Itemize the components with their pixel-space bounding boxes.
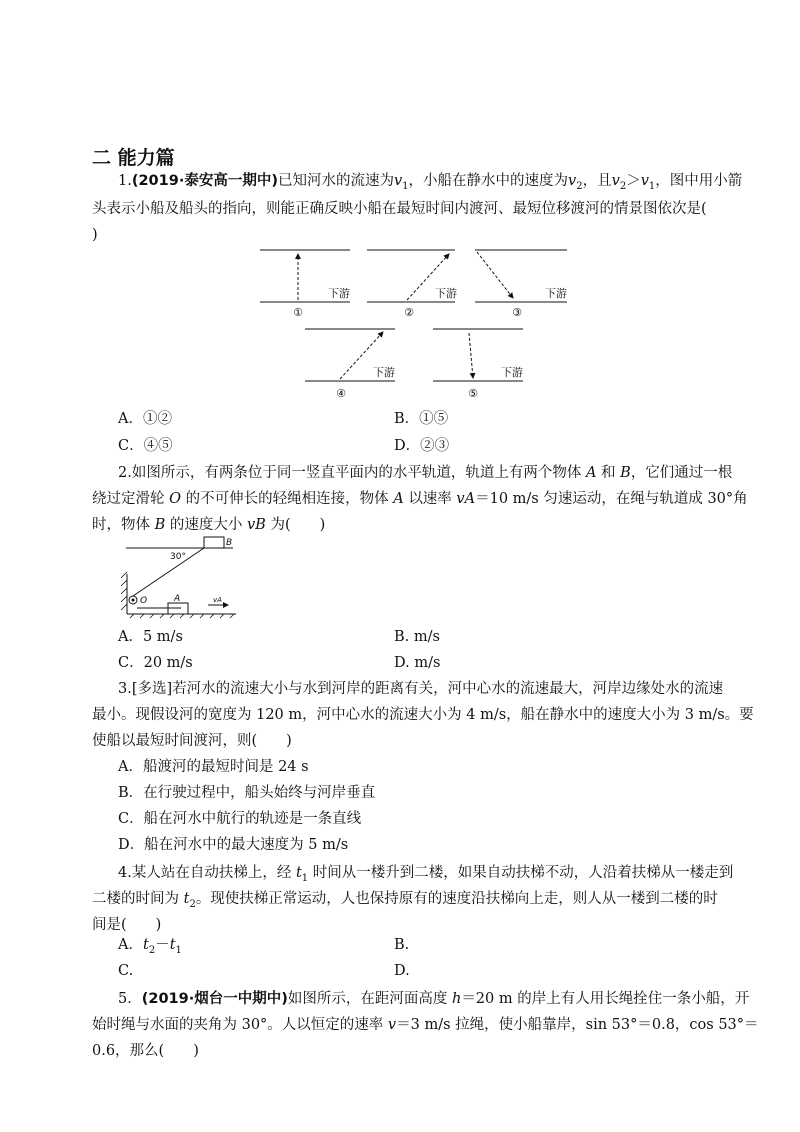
q4-option-c[interactable]: C. — [118, 963, 134, 979]
q2-line-1: 2.如图所示，有两条位于同一竖直平面内的水平轨道，轨道上有两个物体 A 和 B，它们通过一根 — [118, 465, 733, 481]
q1-option-c[interactable]: C．④⑤ — [118, 438, 173, 454]
q4-option-d[interactable]: D. — [394, 963, 410, 979]
q2-option-a[interactable]: A．5 m/s — [118, 629, 183, 645]
q3-line-2: 最小。现假设河的宽度为 120 m，河中心水的流速大小为 4 m/s，船在静水中的速度大小为 3 m/s。要 — [92, 707, 754, 723]
q1-line-2: 头表示小船及船头的指向，则能正确反映小船在最短时间内渡河、最短位移渡河的情景图依次是( — [92, 201, 707, 217]
q3-line-1: 3.[多选]若河水的流速大小与水到河岸的距离有关，河中心水的流速最大，河岸边缘处水的流速 — [118, 681, 724, 697]
q4-line-3: 间是( ) — [92, 917, 162, 933]
q5-line-3: 0.6，那么( ) — [92, 1043, 199, 1059]
q2-option-d[interactable]: D. m/s — [394, 655, 441, 671]
q3-option-b[interactable]: B．在行驶过程中，船头始终与河岸垂直 — [118, 785, 376, 801]
diagram-label-5: ⑤ — [468, 387, 478, 400]
diagram-label-3: ③ — [512, 306, 522, 319]
block-b-label: B — [226, 538, 233, 548]
downstream-label: 下游 — [501, 366, 523, 379]
q1-river-figure — [255, 240, 575, 402]
downstream-label: 下游 — [328, 287, 350, 300]
downstream-label: 下游 — [435, 287, 457, 300]
diagram-label-4: ④ — [336, 387, 346, 400]
q5-line-2: 始时绳与水面的夹角为 30°。人以恒定的速率 v＝3 m/s 拉绳，使小船靠岸，sin 53°＝0.8，cos 53°＝ — [92, 1017, 759, 1033]
pulley-o-label: O — [140, 596, 148, 606]
q2-option-c[interactable]: C．20 m/s — [118, 655, 193, 671]
q1-option-a[interactable]: A．①② — [118, 411, 172, 427]
q4-option-b[interactable]: B. — [394, 937, 410, 953]
block-a-label: A — [174, 594, 181, 604]
q2-line-3: 时，物体 B 的速度大小 vB 为( ) — [92, 517, 326, 533]
q2-line-2: 绕过定滑轮 O 的不可伸长的轻绳相连接，物体 A 以速率 vA＝10 m/s 匀速运动，在绳与轨道成 30°角 — [92, 491, 748, 507]
angle-label: 30° — [170, 552, 186, 562]
q1-line-3: ) — [92, 227, 98, 243]
q4-line-2: 二楼的时间为 $t_2$。现使扶梯正常运动，人也保持原有的速度沿扶梯向上走，则人从一楼到二楼的时 — [92, 891, 718, 910]
q2-option-b[interactable]: B. m/s — [394, 629, 440, 645]
q5-line-1: 5．(2019·烟台一中期中)如图所示，在距河面高度 h＝20 m 的岸上有人用长绳拴住一条小船，开 — [118, 991, 750, 1007]
velocity-label: vA — [213, 596, 222, 604]
q3-line-3: 使船以最短时间渡河，则( ) — [92, 733, 292, 749]
q1-option-b[interactable]: B．①⑤ — [394, 411, 449, 427]
q2-pulley-figure — [118, 536, 242, 620]
downstream-label: 下游 — [545, 287, 567, 300]
q3-option-a[interactable]: A．船渡河的最短时间是 24 s — [118, 759, 309, 775]
diagram-label-1: ① — [293, 306, 303, 319]
q1-option-d[interactable]: D．②③ — [394, 438, 450, 454]
q4-line-1: 4.某人站在自动扶梯上，经 $t_1$ 时间从一楼升到二楼，如果自动扶梯不动，人沿着扶梯从一楼走到 — [118, 865, 734, 884]
diagram-label-2: ② — [404, 306, 414, 319]
downstream-label: 下游 — [373, 366, 395, 379]
section-title: 二 能力篇 — [92, 147, 175, 169]
q1-line-1: 1.(2019·泰安高一期中)已知河水的流速为$v_1$，小船在静水中的速度为$v_2$，且$v_2>v_1$，图中用小箭 — [118, 173, 743, 192]
q4-option-a[interactable]: A．$t_2-t_1$ — [118, 937, 182, 956]
q3-option-d[interactable]: D．船在河水中的最大速度为 5 m/s — [118, 837, 349, 853]
q3-option-c[interactable]: C．船在河水中航行的轨迹是一条直线 — [118, 811, 362, 827]
